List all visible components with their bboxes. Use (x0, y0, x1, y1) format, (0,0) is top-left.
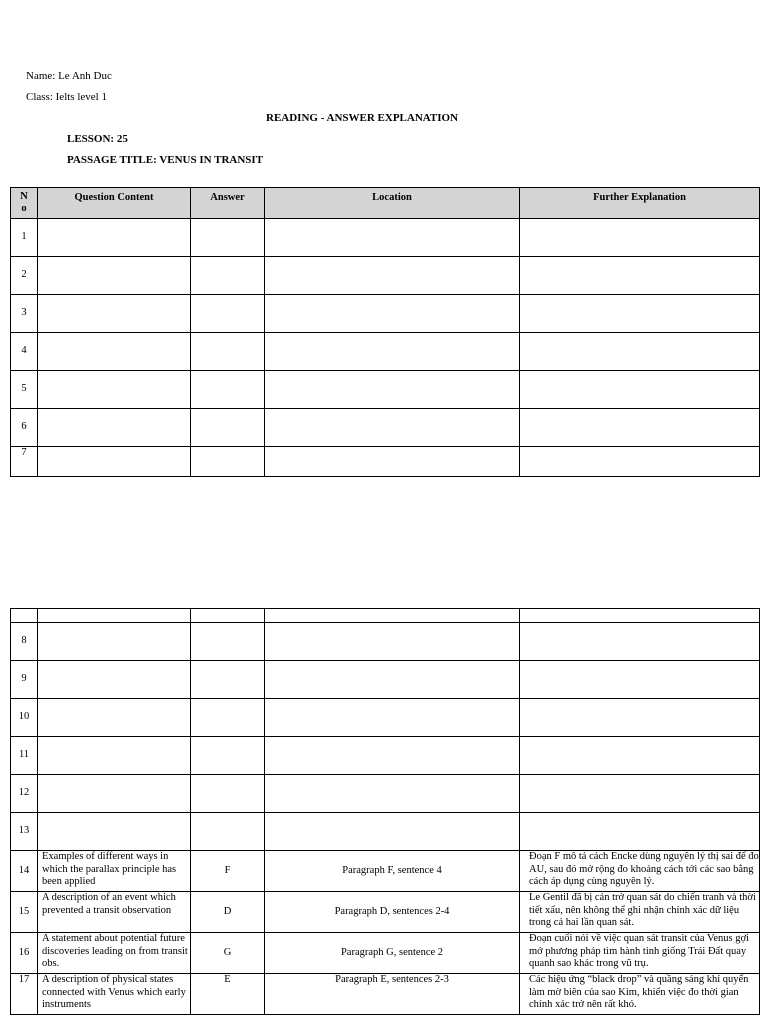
answer-cell[interactable]: D (191, 892, 265, 933)
question-cell[interactable] (38, 409, 191, 447)
row-number: 17 (11, 974, 38, 1015)
table-row (11, 813, 760, 851)
table-row (11, 933, 760, 974)
explanation-cell[interactable]: Đoạn F mô tả cách Encke dùng nguyên lý thị sai để đo AU, sau đó mở rộng đo khoảng cách tới các sao bằng cách áp dụng cùng nguyên lý. (520, 851, 760, 892)
question-cell[interactable] (38, 661, 191, 699)
row-number: 1 (11, 219, 38, 257)
table-row (11, 219, 760, 257)
table-row (11, 623, 760, 661)
row-number: 8 (11, 623, 38, 661)
header-no: N o (11, 188, 38, 219)
table-row (11, 333, 760, 371)
table-row (11, 699, 760, 737)
answer-cell[interactable]: G (191, 933, 265, 974)
explanation-cell[interactable] (520, 409, 760, 447)
location-cell[interactable] (265, 775, 520, 813)
header-location: Location (265, 188, 520, 219)
answer-table-page1 (10, 187, 760, 477)
answer-cell[interactable] (191, 371, 265, 409)
table-row (11, 661, 760, 699)
location-cell[interactable]: Paragraph G, sentence 2 (265, 933, 520, 974)
location-cell[interactable] (265, 623, 520, 661)
row-number: 4 (11, 333, 38, 371)
answer-cell[interactable] (191, 219, 265, 257)
table-row (11, 851, 760, 892)
row-number: 6 (11, 409, 38, 447)
student-class: Class: Ielts level 1 (26, 91, 107, 103)
answer-cell[interactable] (191, 775, 265, 813)
explanation-cell[interactable] (520, 333, 760, 371)
explanation-cell[interactable] (520, 219, 760, 257)
location-cell[interactable] (265, 371, 520, 409)
answer-cell[interactable] (191, 295, 265, 333)
table-row (11, 409, 760, 447)
row-number: 16 (11, 933, 38, 974)
row-number: 13 (11, 813, 38, 851)
location-cell[interactable] (265, 219, 520, 257)
row-number: 5 (11, 371, 38, 409)
explanation-cell[interactable]: Le Gentil đã bị cản trở quan sát do chiến tranh và thời tiết xấu, nên không thể ghi nhận chính xác dữ liệu trong cả hai lần quan sát. (520, 892, 760, 933)
answer-cell[interactable]: E (191, 974, 265, 1015)
question-cell[interactable] (38, 813, 191, 851)
question-cell[interactable] (38, 371, 191, 409)
explanation-cell[interactable] (520, 447, 760, 477)
location-cell[interactable] (265, 737, 520, 775)
answer-cell[interactable] (191, 661, 265, 699)
table-row (11, 257, 760, 295)
row-number: 11 (11, 737, 38, 775)
location-cell[interactable] (265, 409, 520, 447)
row-number: 9 (11, 661, 38, 699)
table-row (11, 737, 760, 775)
question-cell[interactable] (38, 623, 191, 661)
location-cell[interactable] (265, 257, 520, 295)
question-cell[interactable] (38, 775, 191, 813)
explanation-cell[interactable]: Đoạn cuối nói về việc quan sát transit của Venus gợi mở phương pháp tìm hành tinh giống Trái Đất quay quanh sao khác trong vũ trụ. (520, 933, 760, 974)
explanation-cell[interactable] (520, 371, 760, 409)
answer-cell[interactable]: F (191, 851, 265, 892)
explanation-cell[interactable] (520, 737, 760, 775)
answer-cell[interactable] (191, 333, 265, 371)
question-cell[interactable]: A statement about potential future discoveries leading on from transit obs. (38, 933, 191, 974)
table-row (11, 447, 760, 477)
question-cell[interactable]: A description of an event which prevented a transit observation (38, 892, 191, 933)
row-number: 2 (11, 257, 38, 295)
answer-cell[interactable] (191, 257, 265, 295)
question-cell[interactable] (38, 219, 191, 257)
answer-table-page2 (10, 608, 760, 1015)
table-header-row (11, 188, 760, 219)
row-number: 14 (11, 851, 38, 892)
location-cell[interactable] (265, 699, 520, 737)
question-cell[interactable] (38, 699, 191, 737)
table-row (11, 892, 760, 933)
row-number: 10 (11, 699, 38, 737)
answer-cell[interactable] (191, 737, 265, 775)
answer-cell[interactable] (191, 699, 265, 737)
row-number: 12 (11, 775, 38, 813)
header-question: Question Content (38, 188, 191, 219)
table-row (11, 974, 760, 1015)
question-cell[interactable]: A description of physical states connected with Venus which early instruments (38, 974, 191, 1015)
explanation-cell[interactable] (520, 623, 760, 661)
explanation-cell[interactable] (520, 257, 760, 295)
location-cell[interactable]: Paragraph F, sentence 4 (265, 851, 520, 892)
answer-cell[interactable] (191, 409, 265, 447)
location-cell[interactable] (265, 295, 520, 333)
question-cell[interactable]: Examples of different ways in which the parallax principle has been applied (38, 851, 191, 892)
table-row (11, 775, 760, 813)
passage-title: PASSAGE TITLE: VENUS IN TRANSIT (67, 154, 264, 166)
explanation-cell[interactable] (520, 699, 760, 737)
lesson-number: LESSON: 25 (67, 133, 128, 145)
table-row (11, 371, 760, 409)
document-title: READING - ANSWER EXPLANATION (266, 112, 459, 124)
table-row (11, 295, 760, 333)
answer-cell[interactable] (191, 447, 265, 477)
answer-cell[interactable] (191, 623, 265, 661)
row-number: 15 (11, 892, 38, 933)
location-cell[interactable] (265, 661, 520, 699)
location-cell[interactable] (265, 333, 520, 371)
question-cell[interactable] (38, 295, 191, 333)
row-number: 7 (11, 447, 38, 477)
location-cell[interactable] (265, 813, 520, 851)
explanation-cell[interactable]: Các hiệu ứng “black drop” và quầng sáng khí quyển làm mờ biên của sao Kim, khiến việc đo thời gian chính xác trở nên rất khó. (520, 974, 760, 1015)
explanation-cell[interactable] (520, 295, 760, 333)
location-cell[interactable]: Paragraph E, sentences 2-3 (265, 974, 520, 1015)
question-cell[interactable] (38, 737, 191, 775)
explanation-cell[interactable] (520, 813, 760, 851)
header-explanation: Further Explanation (520, 188, 760, 219)
question-cell[interactable] (38, 333, 191, 371)
header-answer: Answer (191, 188, 265, 219)
location-cell[interactable]: Paragraph D, sentences 2-4 (265, 892, 520, 933)
explanation-cell[interactable] (520, 661, 760, 699)
question-cell[interactable] (38, 447, 191, 477)
explanation-cell[interactable] (520, 775, 760, 813)
row-number: 3 (11, 295, 38, 333)
answer-cell[interactable] (191, 813, 265, 851)
question-cell[interactable] (38, 257, 191, 295)
student-name: Name: Le Anh Duc (26, 70, 112, 82)
table-spacer-row (11, 609, 760, 623)
location-cell[interactable] (265, 447, 520, 477)
